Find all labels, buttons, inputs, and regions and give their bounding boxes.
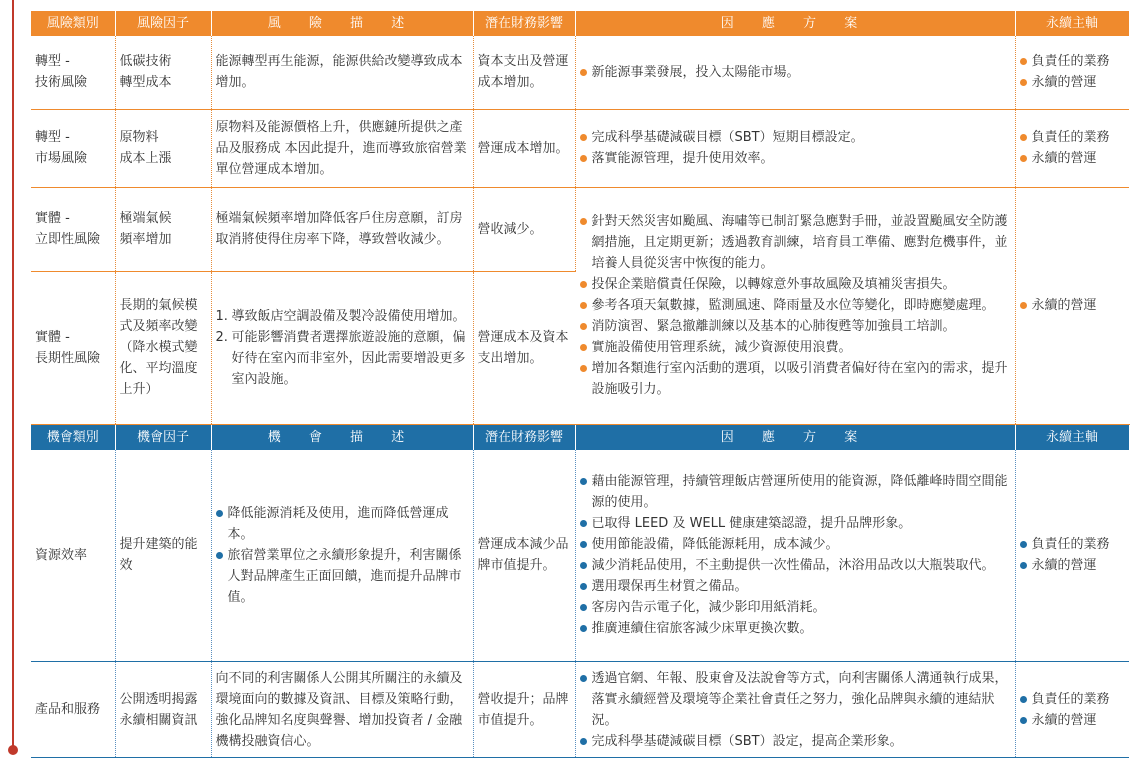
opportunity-row — [31, 450, 1129, 662]
list-item: 選用環保再生材質之備品。 — [580, 576, 1011, 597]
list-item: 永續的營運 — [1020, 710, 1126, 731]
climate-risk-opportunity-table — [31, 11, 1130, 758]
list-item: 完成科學基礎減碳目標（SBT）設定，提高企業形象。 — [580, 731, 1011, 752]
risk-header-impact: 潛在財務影響 — [473, 11, 575, 36]
risk-description: 能源轉型再生能源，能源供給改變導致成本增加。 — [211, 36, 473, 109]
risk-axes — [1015, 36, 1129, 109]
list-item: 參考各項天氣數據，監測風速、降雨量及水位等變化，即時應變處理。 — [580, 295, 1011, 316]
risk-category: 轉型 - 技術風險 — [31, 36, 115, 109]
risk-category: 轉型 - 市場風險 — [31, 109, 115, 187]
risk-row — [31, 36, 1129, 109]
opp-header-measures: 因 應 方 案 — [575, 424, 1015, 450]
opp-impact: 營收提升；品牌市值提升。 — [473, 662, 575, 758]
opp-axes — [1015, 662, 1129, 758]
physical-measures — [575, 187, 1015, 424]
list-item: 減少消耗品使用，不主動提供一次性備品，沐浴用品改以大瓶裝取代。 — [580, 555, 1011, 576]
list-item: 降低能源消耗及使用，進而降低營運成本。 — [216, 503, 469, 545]
risk-measures — [575, 36, 1015, 109]
timeline-line — [12, 0, 14, 748]
risk-impact: 營運成本及資本支出增加。 — [473, 271, 575, 424]
opportunity-header-row — [31, 424, 1129, 450]
risk-description — [211, 271, 473, 424]
list-item: 投保企業賠償責任保險，以轉嫁意外事故風險及填補災害損失。 — [580, 274, 1011, 295]
opp-impact: 營運成本減少品牌市值提升。 — [473, 450, 575, 662]
list-item: 已取得 LEED 及 WELL 健康建築認證，提升品牌形象。 — [580, 513, 1011, 534]
opp-category: 產品和服務 — [31, 662, 115, 758]
risk-header-measures: 因 應 方 案 — [575, 11, 1015, 36]
risk-measures — [575, 109, 1015, 187]
opp-header-factor: 機會因子 — [115, 424, 211, 450]
opp-header-axis: 永續主軸 — [1015, 424, 1129, 450]
opp-factor: 公開透明揭露永續相關資訊 — [115, 662, 211, 758]
list-item: 永續的營運 — [1020, 295, 1126, 316]
risk-header-description: 風 險 描 述 — [211, 11, 473, 36]
list-item: 透過官網、年報、股東會及法說會等方式，向利害關係人溝通執行成果，落實永續經營及環境等企業社會責任之努力，強化品牌與永續的連結狀況。 — [580, 668, 1011, 731]
list-item: 使用節能設備，降低能源耗用，成本減少。 — [580, 534, 1011, 555]
opp-measures — [575, 662, 1015, 758]
risk-factor: 長期的氣候模式及頻率改變（降水模式變化、平均溫度上升） — [115, 271, 211, 424]
risk-impact: 資本支出及營運成本增加。 — [473, 36, 575, 109]
list-item: 落實能源管理，提升使用效率。 — [580, 148, 1011, 169]
risk-category: 實體 - 立即性風險 — [31, 187, 115, 271]
risk-factor: 極端氣候 頻率增加 — [115, 187, 211, 271]
risk-category: 實體 - 長期性風險 — [31, 271, 115, 424]
opp-description: 向不同的利害關係人公開其所關注的永續及環境面向的數據及資訊、目標及策略行動，強化品牌知名度與聲譽、增加投資者 / 金融機構投融資信心。 — [211, 662, 473, 758]
risk-header-factor: 風險因子 — [115, 11, 211, 36]
risk-row — [31, 187, 1129, 271]
list-item: 推廣連續住宿旅客減少床單更換次數。 — [580, 618, 1011, 639]
list-item: 1. 導致飯店空調設備及製冷設備使用增加。 — [215, 308, 466, 324]
risk-description: 原物料及能源價格上升，供應鏈所提供之產品及服務成 本因此提升，進而導致旅宿營業單位營運成本增加。 — [211, 109, 473, 187]
opp-axes — [1015, 450, 1129, 662]
opp-header-description: 機 會 描 述 — [211, 424, 473, 450]
risk-header-row — [31, 11, 1129, 36]
list-item: 消防演習、緊急撤離訓練以及基本的心肺復甦等加強員工培訓。 — [580, 316, 1011, 337]
opp-header-impact: 潛在財務影響 — [473, 424, 575, 450]
list-item: 永續的營運 — [1020, 148, 1126, 169]
list-item: 旅宿營業單位之永續形象提升，利害關係人對品牌產生正面回饋，進而提升品牌市值。 — [216, 545, 469, 608]
risk-impact: 營收減少。 — [473, 187, 575, 271]
list-item: 2. 可能影響消費者選擇旅遊設施的意願，偏好待在室內而非室外，因此需要增設更多室內設施。 — [215, 329, 466, 387]
physical-axes — [1015, 187, 1129, 424]
list-item: 客房內告示電子化，減少影印用紙消耗。 — [580, 597, 1011, 618]
opp-category: 資源效率 — [31, 450, 115, 662]
opportunity-row — [31, 662, 1129, 758]
list-item: 負責任的業務 — [1020, 127, 1126, 148]
risk-header-category: 風險類別 — [31, 11, 115, 36]
list-item: 負責任的業務 — [1020, 534, 1126, 555]
risk-header-axis: 永續主軸 — [1015, 11, 1129, 36]
list-item: 實施設備使用管理系統，減少資源使用浪費。 — [580, 337, 1011, 358]
list-item: 負責任的業務 — [1020, 51, 1126, 72]
list-item: 負責任的業務 — [1020, 689, 1126, 710]
list-item: 增加各類進行室內活動的選項，以吸引消費者偏好待在室內的需求，提升設施吸引力。 — [580, 358, 1011, 400]
risk-impact: 營運成本增加。 — [473, 109, 575, 187]
list-item: 永續的營運 — [1020, 555, 1126, 576]
opp-header-category: 機會類別 — [31, 424, 115, 450]
list-item: 新能源事業發展，投入太陽能市場。 — [580, 62, 1011, 83]
timeline-dot — [8, 745, 18, 755]
risk-axes — [1015, 109, 1129, 187]
list-item: 完成科學基礎減碳目標（SBT）短期目標設定。 — [580, 127, 1011, 148]
opp-factor: 提升建築的能效 — [115, 450, 211, 662]
list-item: 針對天然災害如颱風、海嘯等已制訂緊急應對手冊，並設置颱風安全防護網措施，且定期更新；透過教育訓練，培育員工準備、應對危機事件，並培養人員從災害中恢復的能力。 — [580, 211, 1011, 274]
opp-measures — [575, 450, 1015, 662]
list-item: 永續的營運 — [1020, 72, 1126, 93]
risk-factor: 低碳技術 轉型成本 — [115, 36, 211, 109]
risk-factor: 原物料 成本上漲 — [115, 109, 211, 187]
risk-description: 極端氣候頻率增加降低客戶住房意願，訂房取消將使得住房率下降，導致營收減少。 — [211, 187, 473, 271]
list-item: 藉由能源管理，持續管理飯店營運所使用的能資源，降低離峰時間空間能源的使用。 — [580, 471, 1011, 513]
opp-description — [211, 450, 473, 662]
risk-row — [31, 109, 1129, 187]
